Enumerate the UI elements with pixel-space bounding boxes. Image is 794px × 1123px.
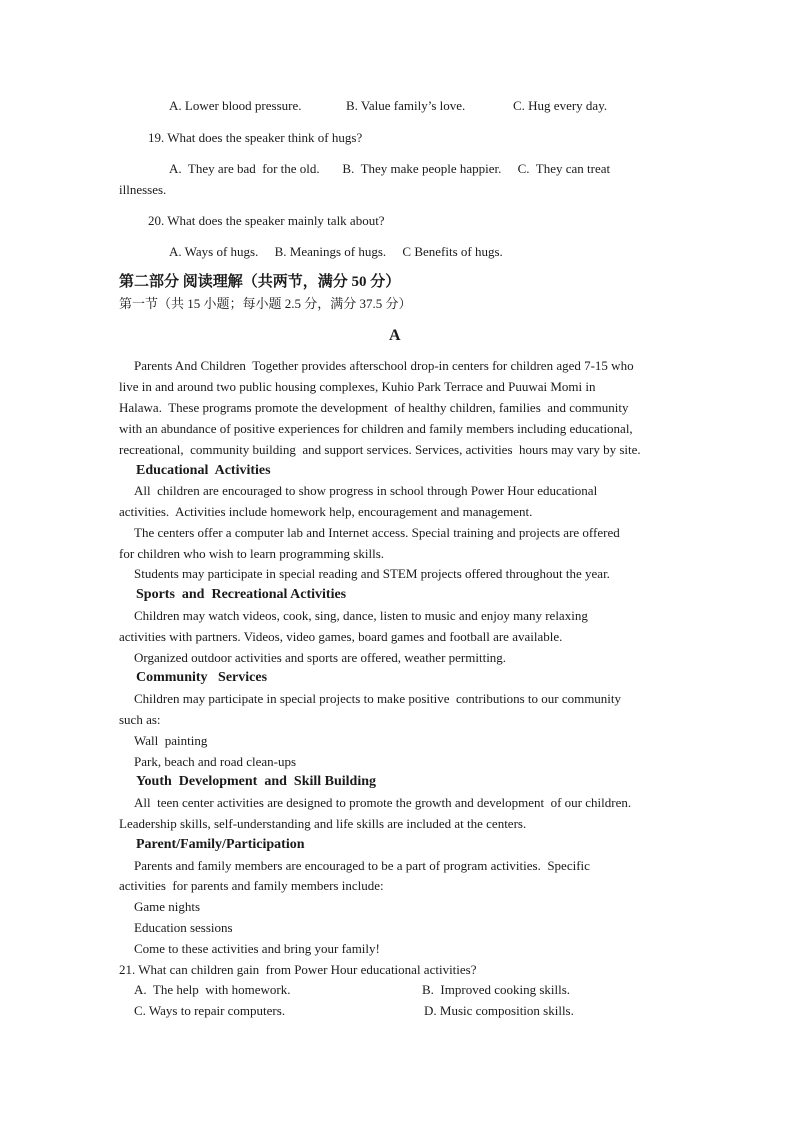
sports-line-1: Children may watch videos, cook, sing, dance, listen to music and enjoy many relaxing [134, 608, 588, 623]
parent-heading: Parent/Family/Participation [136, 837, 305, 852]
q21-option-a: A. The help with homework. [134, 982, 291, 997]
intro-line-3: Halawa. These programs promote the development of healthy children, families and community [119, 400, 629, 415]
q20-options: A. Ways of hugs. B. Meanings of hugs. C Benefits of hugs. [169, 244, 503, 259]
sports-line-2: activities with partners. Videos, video games, board games and football are available. [119, 629, 563, 644]
community-line-3: Wall painting [134, 733, 208, 748]
q21-option-d: D. Music composition skills. [424, 1003, 574, 1018]
community-line-2: such as: [119, 712, 161, 727]
community-line-1: Children may participate in special projects to make positive contributions to our community [134, 691, 622, 706]
q21-question: 21. What can children gain from Power Hour educational activities? [119, 962, 477, 977]
q21-option-c: C. Ways to repair computers. [134, 1003, 286, 1018]
intro-line-4: with an abundance of positive experiences for children and family members including educational, [119, 421, 633, 436]
educational-line-3: The centers offer a computer lab and Internet access. Special training and projects are offered [134, 525, 620, 540]
q19-question: 19. What does the speaker think of hugs? [148, 130, 363, 145]
youth-heading: Youth Development and Skill Building [136, 774, 377, 789]
community-heading: Community Services [136, 670, 268, 685]
part2-title: 第二部分 阅读理解（共两节，满分 50 分） [119, 274, 401, 290]
educational-line-4: for children who wish to learn programming skills. [119, 546, 385, 561]
q21-option-b: B. Improved cooking skills. [422, 982, 571, 997]
educational-heading: Educational Activities [136, 463, 271, 478]
q18-option-c: C. Hug every day. [513, 98, 608, 113]
q18-option-b: B. Value family’s love. [346, 98, 466, 113]
parent-line-1: Parents and family members are encouraged to be a part of program activities. Specific [134, 858, 590, 873]
educational-line-2: activities. Activities include homework help, encouragement and management. [119, 504, 533, 519]
youth-line-2: Leadership skills, self-understanding and life skills are included at the centers. [119, 816, 527, 831]
parent-line-4: Education sessions [134, 920, 233, 935]
educational-line-5: Students may participate in special reading and STEM projects offered throughout the year. [134, 566, 610, 581]
intro-line-5: recreational, community building and support services. Services, activities hours may vary by site. [119, 442, 641, 457]
intro-line-1: Parents And Children Together provides afterschool drop-in centers for children aged 7-15 who [134, 358, 634, 373]
parent-line-2: activities for parents and family members include: [119, 878, 384, 893]
q19-options-cont: illnesses. [119, 182, 167, 197]
community-line-4: Park, beach and road clean-ups [134, 754, 297, 769]
passage-label: A [389, 327, 401, 344]
q20-question: 20. What does the speaker mainly talk about? [148, 213, 385, 228]
sports-heading: Sports and Recreational Activities [136, 587, 347, 602]
educational-line-1: All children are encouraged to show progress in school through Power Hour educational [134, 483, 598, 498]
intro-line-2: live in and around two public housing complexes, Kuhio Park Terrace and Puuwai Momi in [119, 379, 596, 394]
youth-line-1: All teen center activities are designed to promote the growth and development of our children. [134, 795, 632, 810]
parent-line-5: Come to these activities and bring your family! [134, 941, 380, 956]
sports-line-3: Organized outdoor activities and sports are offered, weather permitting. [134, 650, 507, 665]
q18-option-a: A. Lower blood pressure. [169, 98, 302, 113]
parent-line-3: Game nights [134, 899, 201, 914]
q19-options: A. They are bad for the old. B. They make people happier. C. They can treat [169, 161, 611, 176]
section1-title: 第一节（共 15 小题；每小题 2.5 分，满分 37.5 分） [119, 296, 412, 311]
